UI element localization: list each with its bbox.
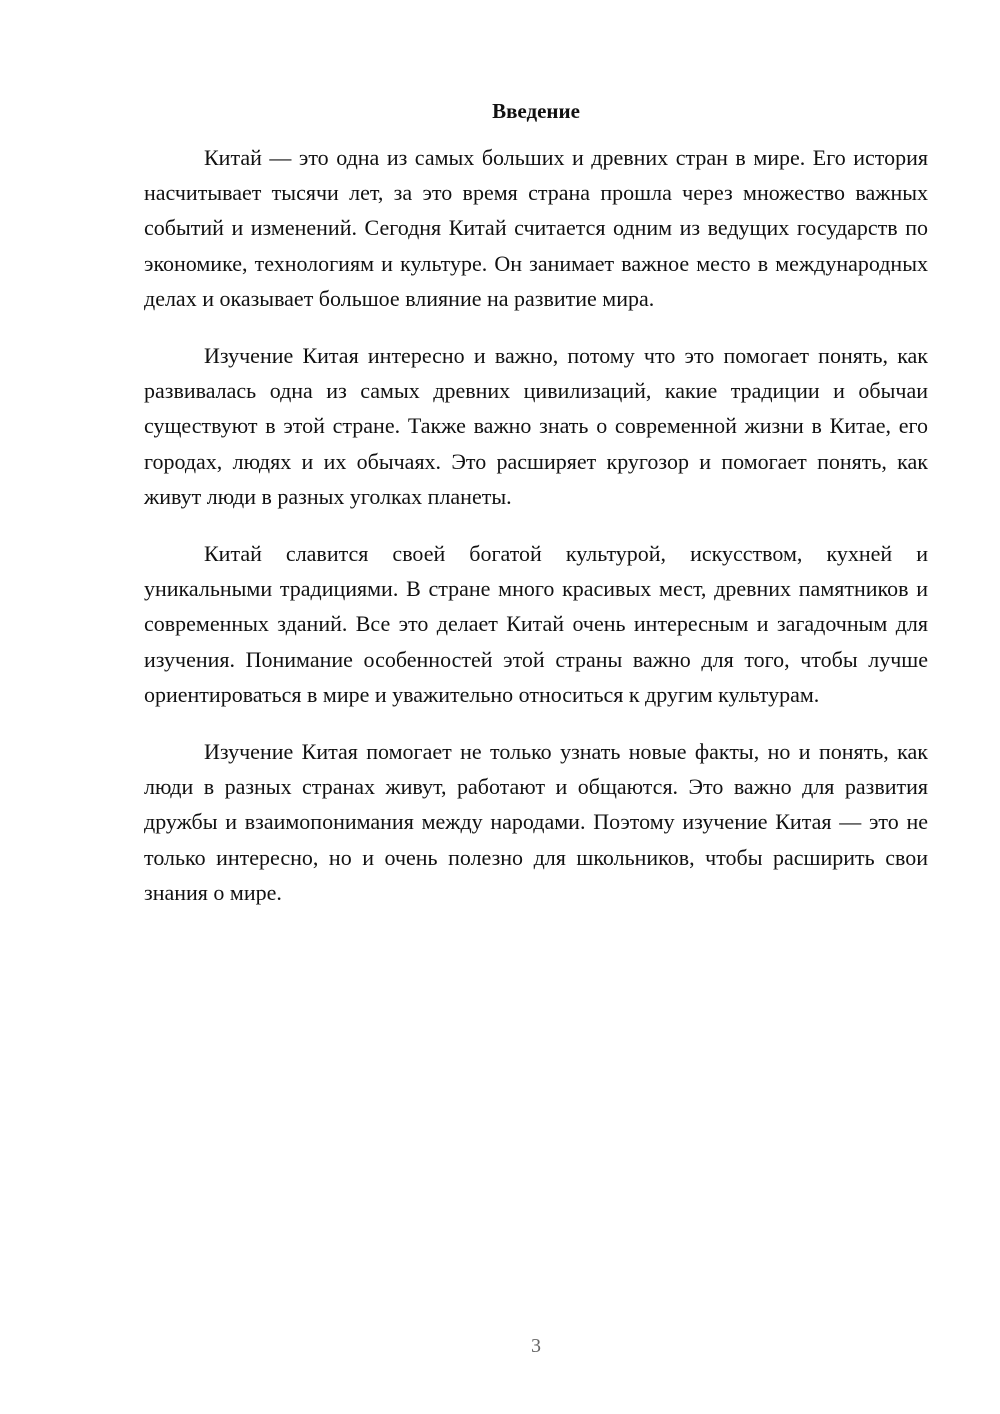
paragraph: Китай славится своей богатой культурой, искусством, кухней и уникальными традициями. В стране много красивых мест, древних памятников и современных зданий. Все это делает Китай очень интересным и загадочным для изучения. Понимание особенностей этой страны важно для того, чтобы лучше ориентироваться в мире и уважительно относиться к другим культурам.	[144, 541, 928, 707]
page-number: 3	[531, 1335, 541, 1357]
body-text	[144, 140, 928, 932]
section-heading: Введение	[492, 99, 580, 123]
paragraph: Китай — это одна из самых больших и древних стран в мире. Его история насчитывает тысячи лет, за это время страна прошла через множество важных событий и изменений. Сегодня Китай считается одним из ведущих государств по экономике, технологиям и культуре. Он занимает важное место в международных делах и оказывает большое влияние на развитие мира.	[144, 145, 928, 311]
paragraph: Изучение Китая интересно и важно, потому что это помогает понять, как развивалась одна из самых древних цивилизаций, какие традиции и обычаи существуют в этой стране. Также важно знать о современной жизни в Китае, его городах, людях и их обычаях. Это расширяет кругозор и помогает понять, как живут люди в разных уголках планеты.	[144, 343, 928, 509]
paragraph: Изучение Китая помогает не только узнать новые факты, но и понять, как люди в разных странах живут, работают и общаются. Это важно для развития дружбы и взаимопонимания между народами. Поэтому изучение Китая — это не только интересно, но и очень полезно для школьников, чтобы расширить свои знания о мире.	[144, 739, 928, 905]
